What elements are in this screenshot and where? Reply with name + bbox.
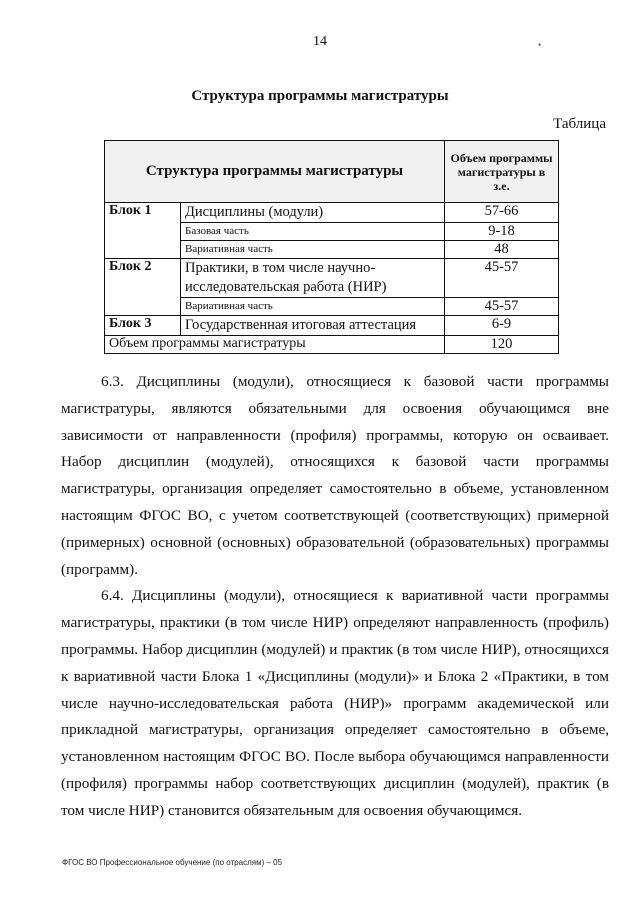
total-value: 120	[445, 336, 559, 354]
block-3-label: Блок 3	[105, 316, 181, 336]
document-title: Структура программы магистратуры	[191, 88, 449, 104]
row-name: Государственная итоговая аттестация	[181, 316, 445, 336]
program-structure-table	[104, 140, 559, 354]
row-value: 45-57	[445, 298, 559, 316]
row-value: 9-18	[445, 223, 559, 241]
row-value: 6-9	[445, 316, 559, 336]
row-name: Практики, в том числе научно-исследовательская работа (НИР)	[181, 259, 445, 298]
row-value: 48	[445, 241, 559, 259]
header-volume: Объем программы магистратуры в з.е.	[445, 141, 559, 203]
block-2-label: Блок 2	[105, 259, 181, 316]
row-name: Вариативная часть	[181, 241, 445, 259]
table-row	[105, 203, 559, 223]
row-value: 57-66	[445, 203, 559, 223]
block-1-label: Блок 1	[105, 203, 181, 259]
table-caption: Таблица	[553, 116, 606, 132]
body-text	[61, 369, 609, 825]
paragraph-6-3: 6.3. Дисциплины (модули), относящиеся к базовой части программы магистратуры, являются обязательными для освоения обучающимся вне зависимости от направленности (профиля) программы, которую он осваивает. Набор дисциплин (модулей), относящихся к базовой части программы магистратуры, организация определяет самостоятельно в объеме, установленном настоящим ФГОС ВО, с учетом соответствующей (соответствующих) примерной (примерных) основной (основных) образовательной (образовательных) программы (программ).	[61, 373, 609, 578]
total-label: Объем программы магистратуры	[105, 336, 445, 354]
paragraph-6-4: 6.4. Дисциплины (модули), относящиеся к вариативной части программы магистратуры, практики (в том числе НИР) определяют направленность (профиль) программы. Набор дисциплин (модулей) и практик (в том числе НИР), относящихся к вариативной части Блока 1 «Дисциплины (модули)» и Блока 2 «Практики, в том числе научно-исследовательская работа (НИР)» программ академической или прикладной магистратуры, организация определяет самостоятельно в объеме, установленном настоящим ФГОС ВО. После выбора обучающимся направленности (профиля) программы набор соответствующих дисциплин (модулей), практик (в том числе НИР) становится обязательным для освоения обучающимся.	[61, 587, 609, 819]
row-value: 45-57	[445, 259, 559, 298]
table-row	[105, 316, 559, 336]
header-structure: Структура программы магистратуры	[105, 141, 445, 203]
footer-text: ФГОС ВО Профессиональное обучение (по отраслям) – 05	[62, 858, 283, 867]
total-row	[105, 336, 559, 354]
row-name: Базовая часть	[181, 223, 445, 241]
table-row	[105, 259, 559, 298]
row-name: Дисциплины (модули)	[181, 203, 445, 223]
table-header-row	[105, 141, 559, 203]
page-number: 14	[313, 34, 327, 49]
row-name: Вариативная часть	[181, 298, 445, 316]
scan-mark: •	[538, 40, 542, 50]
